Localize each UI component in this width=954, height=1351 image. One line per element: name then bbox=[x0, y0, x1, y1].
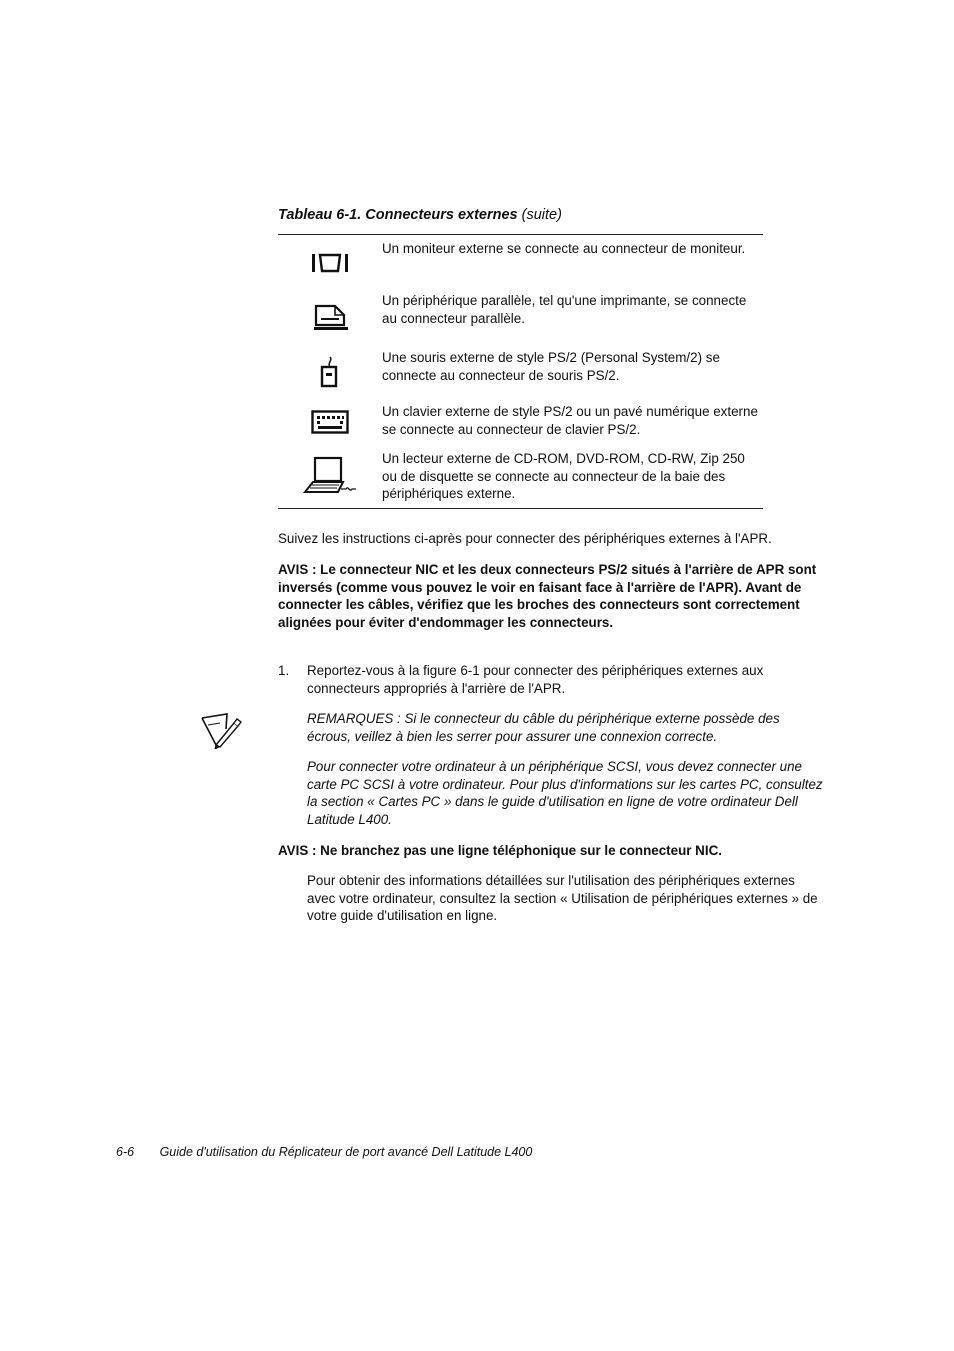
external-drive-bay-icon bbox=[302, 455, 358, 497]
note-remarques: REMARQUES : Si le connecteur du câble du périphérique externe possède des écrous, veillez à bien les serrer pour assurer une connexion correcte. bbox=[307, 711, 780, 744]
video-connector-icon bbox=[311, 252, 349, 274]
step-1-text: Reportez-vous à la figure 6-1 pour connecter des périphériques externes aux connecteurs appropriés à l'arrière de l'APR. bbox=[307, 663, 764, 696]
parallel-connector-icon bbox=[313, 303, 349, 331]
step-1-number: 1. bbox=[278, 663, 290, 678]
page-footer bbox=[116, 1145, 532, 1159]
table-row-video-text: Un moniteur externe se connecte au connecteur de moniteur. bbox=[382, 241, 746, 256]
avis-notice-2: AVIS : Ne branchez pas une ligne téléphonique sur le connecteur NIC. bbox=[278, 843, 722, 858]
note-pencil-icon bbox=[200, 711, 242, 749]
final-paragraph: Pour obtenir des informations détaillées sur l'utilisation des périphériques externes avec votre ordinateur, consultez la section « Utilisation de périphériques externes » de votre guide d'utilisation en ligne. bbox=[307, 873, 818, 924]
table-caption bbox=[278, 207, 562, 223]
table-top-rule bbox=[278, 234, 763, 235]
avis-notice-1: AVIS : Le connecteur NIC et les deux connecteurs PS/2 situés à l'arrière de APR sont inversés (comme vous pouvez le voir en faisant face à l'arrière de l'APR). Avant de connecter les câbles, vérifiez que les broches des connecteurs sont correctement alignées pour éviter d'endommager les connecteurs. bbox=[278, 562, 817, 630]
note-scsi: Pour connecter votre ordinateur à un périphérique SCSI, vous devez connecter une carte PC SCSI à votre ordinateur. Pour plus d'informations sur les cartes PC, consultez la section « Cartes PC » dans le guide d'utilisation en ligne de votre ordinateur Dell Latitude L400. bbox=[307, 759, 823, 827]
table-row-keyboard-text: Un clavier externe de style PS/2 ou un pavé numérique externe se connecte au connecteur de clavier PS/2. bbox=[382, 404, 758, 437]
mouse-connector-icon bbox=[318, 355, 340, 389]
table-bottom-rule bbox=[278, 508, 763, 509]
table-caption-suffix: (suite) bbox=[521, 207, 562, 223]
table-caption-title: Tableau 6-1. Connecteurs externes bbox=[278, 207, 518, 223]
page-number: 6-6 bbox=[116, 1145, 135, 1159]
intro-paragraph: Suivez les instructions ci-après pour connecter des périphériques externes à l'APR. bbox=[278, 531, 772, 546]
keyboard-connector-icon bbox=[311, 410, 349, 434]
table-row-mouse-text: Une souris externe de style PS/2 (Personal System/2) se connecte au connecteur de souris PS/2. bbox=[382, 350, 720, 383]
table-row-parallel-text: Un périphérique parallèle, tel qu'une imprimante, se connecte au connecteur parallèle. bbox=[382, 293, 747, 326]
table-row-drive-text: Un lecteur externe de CD-ROM, DVD-ROM, CD-RW, Zip 250 ou de disquette se connecte au connecteur de la baie des périphériques externe. bbox=[382, 451, 745, 502]
footer-title: Guide d'utilisation du Réplicateur de port avancé Dell Latitude L400 bbox=[159, 1145, 533, 1159]
